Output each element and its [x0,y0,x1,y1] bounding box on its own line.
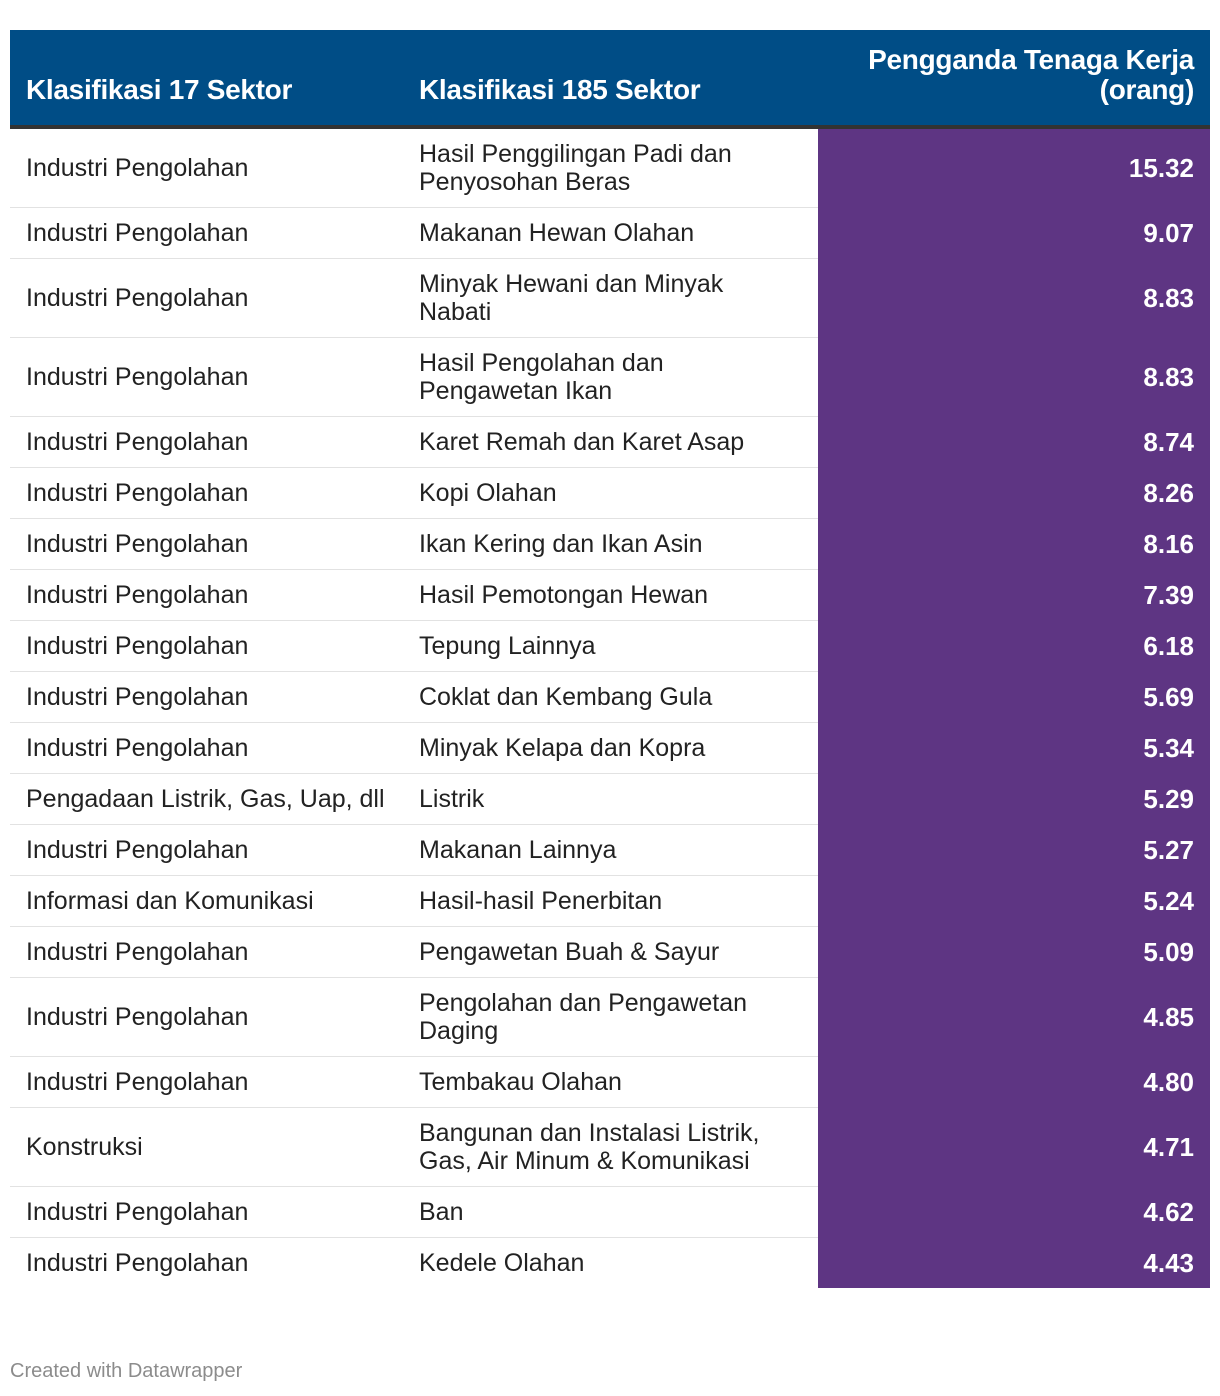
cell-sektor-185: Ban [403,1187,818,1238]
cell-sektor-185: Listrik [403,774,818,825]
cell-sektor-17: Industri Pengolahan [10,468,403,519]
table-row [10,978,1210,1057]
cell-pengganda-value: 15.32 [818,127,1210,208]
cell-sektor-17: Informasi dan Komunikasi [10,876,403,927]
cell-sektor-17: Industri Pengolahan [10,978,403,1057]
table-row [10,927,1210,978]
cell-sektor-17: Pengadaan Listrik, Gas, Uap, dll [10,774,403,825]
cell-sektor-17: Industri Pengolahan [10,259,403,338]
cell-pengganda-value: 6.18 [818,621,1210,672]
table-row [10,259,1210,338]
cell-pengganda-value: 8.83 [818,338,1210,417]
table-header [10,30,1210,127]
cell-sektor-17: Industri Pengolahan [10,127,403,208]
data-table [10,30,1210,1288]
cell-sektor-185: Pengawetan Buah & Sayur [403,927,818,978]
cell-pengganda-value: 8.26 [818,468,1210,519]
table-row [10,672,1210,723]
cell-pengganda-value: 9.07 [818,208,1210,259]
column-header-sektor-17[interactable]: Klasifikasi 17 Sektor [10,30,403,127]
cell-pengganda-value: 5.69 [818,672,1210,723]
cell-sektor-17: Industri Pengolahan [10,672,403,723]
table-row [10,1057,1210,1108]
cell-pengganda-value: 4.71 [818,1108,1210,1187]
cell-pengganda-value: 5.34 [818,723,1210,774]
cell-sektor-185: Pengolahan dan Pengawetan Daging [403,978,818,1057]
cell-sektor-185: Bangunan dan Instalasi Listrik, Gas, Air Minum & Komunikasi [403,1108,818,1187]
table-row [10,417,1210,468]
cell-pengganda-value: 5.27 [818,825,1210,876]
cell-sektor-185: Hasil Penggilingan Padi dan Penyosohan Beras [403,127,818,208]
cell-sektor-17: Industri Pengolahan [26,1249,249,1277]
table-row [10,570,1210,621]
cell-sektor-185: Minyak Hewani dan Minyak Nabati [403,259,818,338]
table-row [10,208,1210,259]
cell-sektor-17: Industri Pengolahan [10,1057,403,1108]
column-header-pengganda[interactable]: Pengganda Tenaga Kerja (orang) [818,30,1210,127]
cell-sektor-185: Tembakau Olahan [403,1057,818,1108]
cell-pengganda-value: 8.16 [818,519,1210,570]
cell-sektor-17: Konstruksi [10,1108,403,1187]
cell-sektor-185: Ikan Kering dan Ikan Asin [403,519,818,570]
cell-sektor-185: Kopi Olahan [403,468,818,519]
cell-pengganda-value: 5.24 [818,876,1210,927]
table-row [10,468,1210,519]
cell-pengganda-value: 4.85 [818,978,1210,1057]
cell-pengganda-value: 7.39 [818,570,1210,621]
cell-sektor-17: Industri Pengolahan [10,208,403,259]
table-body [10,127,1210,1288]
cell-sektor-17: Industri Pengolahan [10,927,403,978]
table-row [10,876,1210,927]
table-row [10,1238,1210,1289]
cell-sektor-185: Kedele Olahan [419,1249,585,1277]
cell-sektor-17: Industri Pengolahan [10,417,403,468]
cell-pengganda-value: 5.09 [818,927,1210,978]
cell-sektor-185: Tepung Lainnya [403,621,818,672]
table-row [10,519,1210,570]
cell-sektor-17: Industri Pengolahan [10,519,403,570]
cell-pengganda-value: 4.43 [818,1238,1210,1289]
header-row [10,30,1210,127]
column-header-sektor-185[interactable]: Klasifikasi 185 Sektor [403,30,818,127]
table-row [10,1108,1210,1187]
cell-sektor-17: Industri Pengolahan [10,570,403,621]
table-row [10,1187,1210,1238]
cell-sektor-185: Minyak Kelapa dan Kopra [403,723,818,774]
cell-sektor-185: Karet Remah dan Karet Asap [403,417,818,468]
table-row [10,723,1210,774]
cell-sektor-185: Coklat dan Kembang Gula [403,672,818,723]
table-row [10,825,1210,876]
table-row [10,774,1210,825]
data-table-container [10,30,1210,1288]
cell-sektor-17: Industri Pengolahan [10,338,403,417]
cell-sektor-185: Hasil Pengolahan dan Pengawetan Ikan [403,338,818,417]
cell-sektor-185: Hasil-hasil Penerbitan [403,876,818,927]
cell-pengganda-value: 8.83 [818,259,1210,338]
table-row [10,127,1210,208]
cell-sektor-17: Industri Pengolahan [10,1187,403,1238]
cell-sektor-185: Makanan Hewan Olahan [403,208,818,259]
table-row [10,621,1210,672]
cell-pengganda-value: 4.62 [818,1187,1210,1238]
cell-sektor-17: Industri Pengolahan [10,825,403,876]
cell-pengganda-value: 4.80 [818,1057,1210,1108]
cell-sektor-185: Makanan Lainnya [403,825,818,876]
table-row [10,338,1210,417]
cell-pengganda-value: 5.29 [818,774,1210,825]
datawrapper-credit: Created with Datawrapper [10,1360,243,1382]
cell-sektor-17: Industri Pengolahan [10,621,403,672]
cell-pengganda-value: 8.74 [818,417,1210,468]
cell-sektor-17: Industri Pengolahan [10,723,403,774]
cell-sektor-185: Hasil Pemotongan Hewan [403,570,818,621]
